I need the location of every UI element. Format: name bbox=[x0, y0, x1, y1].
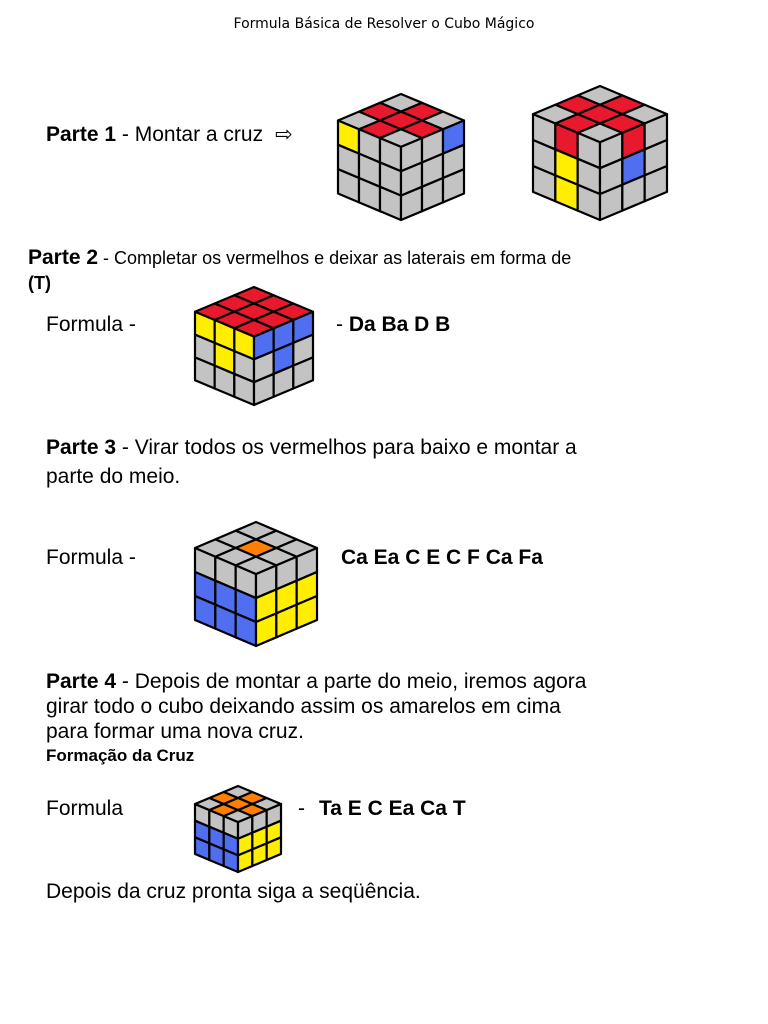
parte4-text1: - Depois de montar a parte do meio, iremos agora bbox=[116, 670, 587, 693]
parte3-formula-label: Formula - bbox=[46, 546, 136, 569]
parte2-line bbox=[28, 246, 571, 270]
parte2-formula-line bbox=[336, 313, 450, 337]
parte3-title: Parte 3 bbox=[46, 436, 117, 459]
parte1-line bbox=[46, 122, 293, 147]
parte1-separator: - bbox=[116, 123, 135, 146]
parte4-text2: girar todo o cubo deixando assim os amarelos em cima bbox=[46, 695, 561, 718]
parte4-formula: Ta E C Ea Ca T bbox=[319, 797, 466, 820]
parte4-text3: para formar uma nova cruz. bbox=[46, 720, 304, 743]
parte4-title: Parte 4 bbox=[46, 670, 117, 693]
parte3-text1: - Virar todos os vermelhos para baixo e montar a bbox=[116, 436, 577, 459]
parte3-line1 bbox=[46, 436, 577, 460]
parte3-formula: Ca Ea C E C F Ca Fa bbox=[341, 546, 543, 569]
cube-red-top-svg bbox=[193, 285, 315, 407]
parte4-formula-line bbox=[298, 797, 466, 821]
parte2-text: Completar os vermelhos e deixar as laterais em forma de bbox=[114, 248, 572, 268]
parte2-t-label: (T) bbox=[28, 273, 51, 293]
right-arrow-icon: ⇨ bbox=[274, 123, 293, 146]
cube-middle-layer bbox=[193, 520, 319, 648]
parte4-line1 bbox=[46, 670, 586, 694]
cube-red-top bbox=[193, 285, 315, 407]
parte2-formula-prefix: - bbox=[336, 313, 349, 336]
parte4-subtitle: Formação da Cruz bbox=[46, 746, 195, 765]
parte4-formula-label: Formula bbox=[46, 797, 124, 820]
cube-cross-step2-svg bbox=[531, 84, 669, 222]
parte4-formula-prefix: - bbox=[298, 797, 305, 820]
cube-cross-step2 bbox=[531, 84, 669, 222]
footer-text: Depois da cruz pronta siga a seqüência. bbox=[46, 880, 421, 903]
cube-middle-layer-svg bbox=[193, 520, 319, 648]
parte2-title: Parte 2 bbox=[28, 246, 99, 269]
cube-yellow-cross bbox=[193, 784, 283, 874]
cube-yellow-cross-svg bbox=[193, 784, 283, 874]
parte2-formula-label: Formula - bbox=[46, 313, 136, 336]
parte3-text2: parte do meio. bbox=[46, 465, 181, 488]
document-header: Formula Básica de Resolver o Cubo Mágico bbox=[233, 16, 535, 32]
parte2-separator: - bbox=[98, 248, 115, 268]
parte2-formula: Da Ba D B bbox=[348, 313, 451, 336]
parte1-text: Montar a cruz bbox=[134, 123, 264, 146]
parte1-title: Parte 1 bbox=[46, 123, 117, 146]
cube-cross-step1 bbox=[336, 92, 466, 222]
cube-cross-step1-svg bbox=[336, 92, 466, 222]
